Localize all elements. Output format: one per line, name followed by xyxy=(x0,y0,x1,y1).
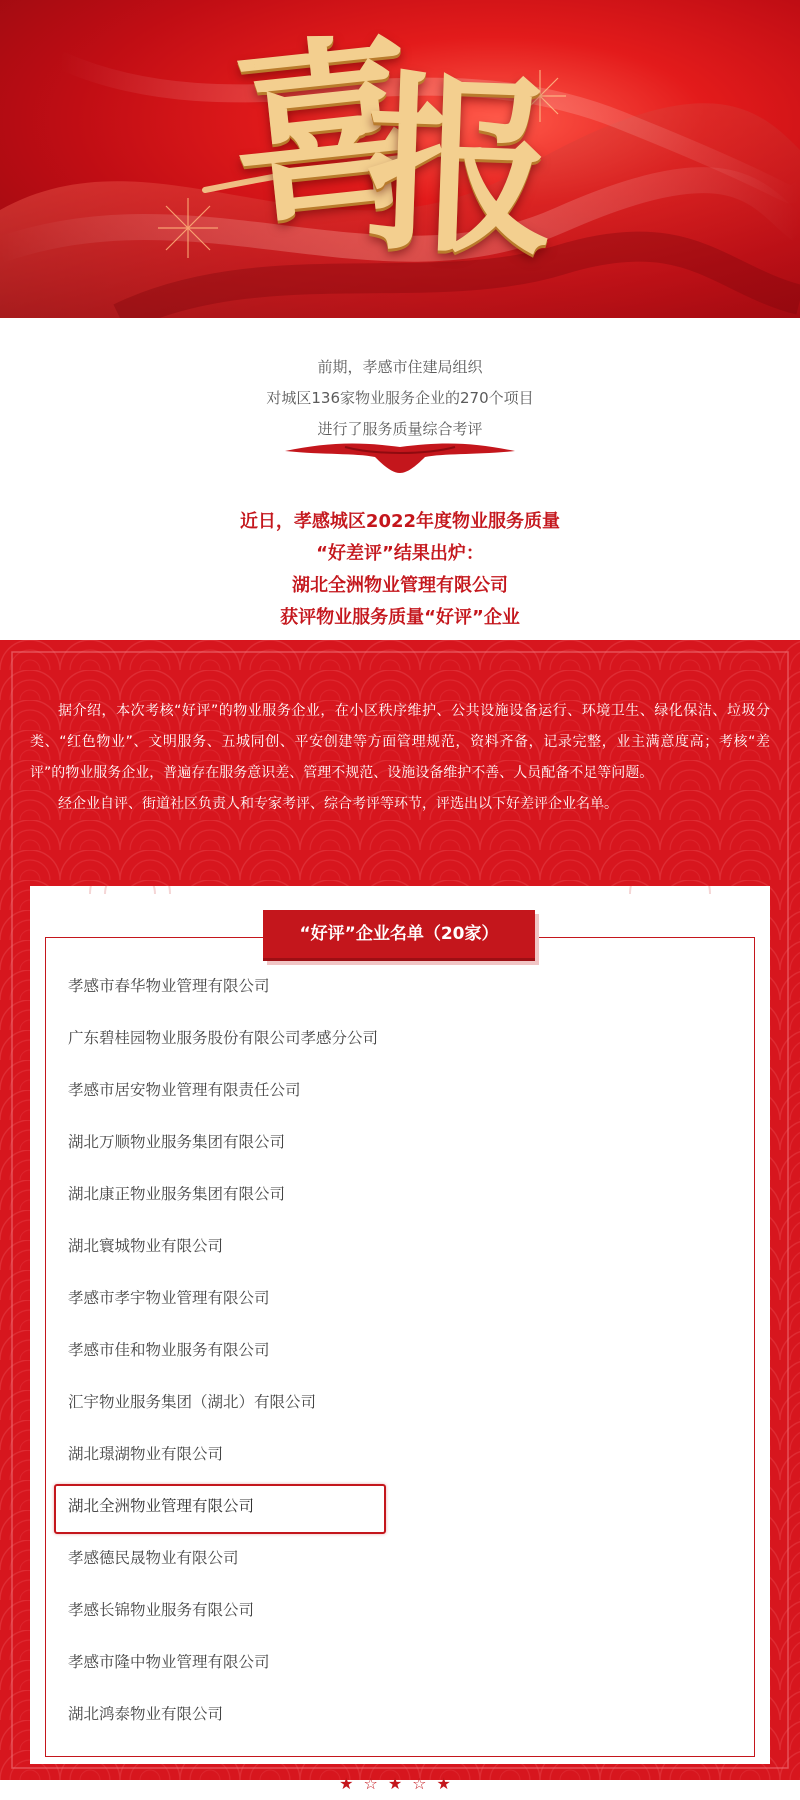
headline-line: 近日，孝感城区2022年度物业服务质量 xyxy=(239,511,561,532)
list-item: 孝感市隆中物业管理有限公司 xyxy=(68,1653,270,1671)
panel-text xyxy=(30,696,770,820)
list-item: 孝感市春华物业管理有限公司 xyxy=(68,977,270,995)
list-item: 孝感德民晟物业有限公司 xyxy=(68,1549,239,1567)
list-item: 汇宇物业服务集团（湖北）有限公司 xyxy=(68,1393,317,1411)
panel-paragraph: 据介绍，本次考核“好评”的物业服务企业，在小区秩序维护、公共设施设备运行、环境卫生、绿化保洁、垃圾分类、“红色物业”、文明服务、五城同创、平安创建等方面管理规范，资料齐备，记录完整，业主满意度高；考核“差评”的物业服务企业，普遍存在服务意识差、管理不规范、设施设备维护不善、人员配备不足等问题。 xyxy=(30,703,770,781)
panel-paragraph: 经企业自评、街道社区负责人和专家考评、综合考评等环节，评选出以下好差评企业名单。 xyxy=(58,796,618,812)
banner-char-2: 报 xyxy=(362,52,531,281)
list-item: 湖北鸿泰物业有限公司 xyxy=(68,1705,224,1723)
list-item: 湖北万顺物业服务集团有限公司 xyxy=(68,1133,286,1151)
ribbon-divider xyxy=(285,437,515,477)
banner-title xyxy=(222,11,587,305)
banner xyxy=(0,0,800,318)
highlight-box xyxy=(54,1484,386,1534)
headline-line: “好差评”结果出炉： xyxy=(316,543,484,564)
list-item: 广东碧桂园物业服务股份有限公司孝感分公司 xyxy=(68,1029,379,1047)
list-item-highlighted xyxy=(68,1480,748,1532)
headline xyxy=(0,506,800,634)
intro-line: 进行了服务质量综合考评 xyxy=(317,420,483,438)
list-item: 湖北康正物业服务集团有限公司 xyxy=(68,1185,286,1203)
intro-text xyxy=(0,352,800,445)
headline-line: 获评物业服务质量“好评”企业 xyxy=(280,607,520,628)
company-list xyxy=(68,960,748,1740)
list-title: “好评”企业名单（20家） xyxy=(263,910,535,961)
list-item: 孝感市孝宇物业管理有限公司 xyxy=(68,1289,270,1307)
list-item: 湖北寰城物业有限公司 xyxy=(68,1237,224,1255)
list-item: 湖北璟湖物业有限公司 xyxy=(68,1445,224,1463)
list-item: 孝感长锦物业服务有限公司 xyxy=(68,1601,255,1619)
footer-stars: ★☆★☆★ xyxy=(339,1774,461,1793)
intro-line: 对城区136家物业服务企业的270个项目 xyxy=(266,389,534,407)
highlighted-company: 湖北全洲物业管理有限公司 xyxy=(68,1497,255,1515)
headline-line: 湖北全洲物业管理有限公司 xyxy=(292,575,508,596)
firework-left xyxy=(158,198,218,258)
banner-char-1: 喜 xyxy=(220,12,404,252)
list-item: 孝感市佳和物业服务有限公司 xyxy=(68,1341,270,1359)
list-item: 孝感市居安物业管理有限责任公司 xyxy=(68,1081,301,1099)
intro-line: 前期，孝感市住建局组织 xyxy=(317,358,483,376)
